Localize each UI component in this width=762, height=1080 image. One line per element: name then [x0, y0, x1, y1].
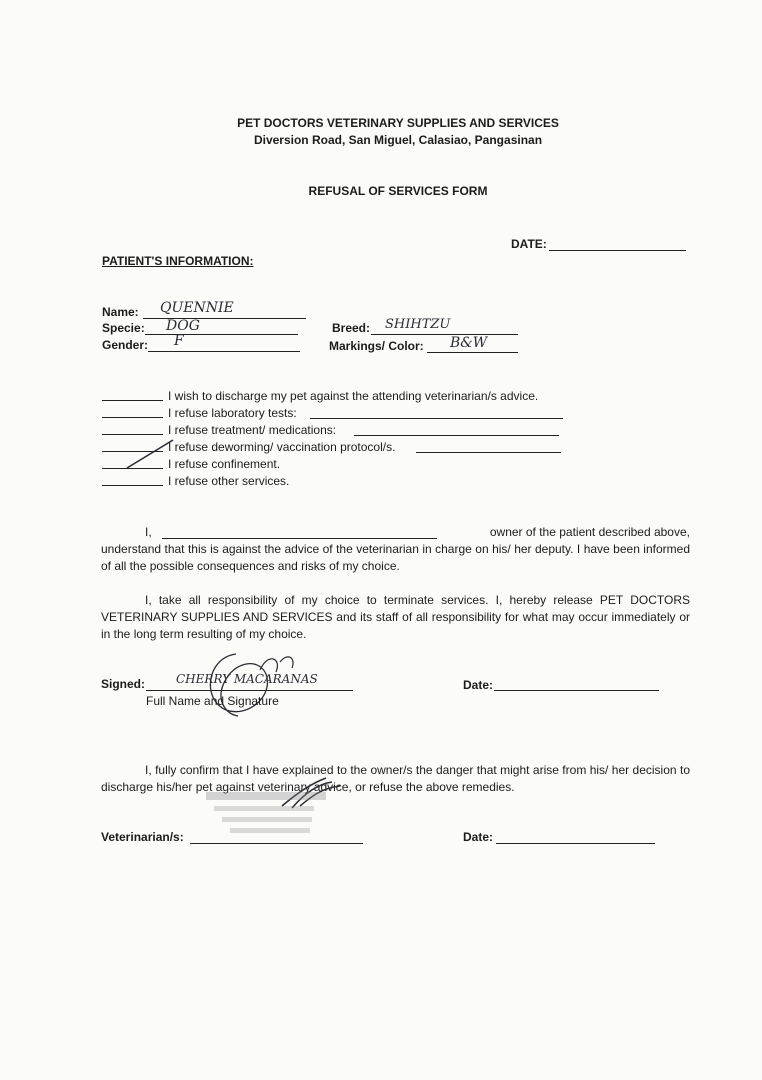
option-deworming-label: I refuse deworming/ vaccination protocol/s. — [168, 440, 396, 454]
markings-field[interactable] — [427, 352, 518, 353]
statement-owner-tail: owner of the patient described above, — [489, 525, 690, 539]
signed-date-label: Date: — [463, 678, 494, 692]
specie-label: Specie: — [102, 321, 145, 335]
option-treatment-label: I refuse treatment/ medications: — [168, 423, 337, 437]
name-value: QUENNIE — [160, 300, 234, 316]
option-blank-treatment[interactable] — [102, 434, 163, 435]
veterinarian-date-label: Date: — [463, 830, 494, 844]
statement-i: I, — [145, 525, 152, 539]
veterinarian-date-field[interactable] — [496, 843, 655, 844]
signed-date-field[interactable] — [494, 690, 659, 691]
confirmation-paragraph: I, fully confirm that I have explained to the owner/s the danger that might arise from his/ her decision to discharge his/her pet against veterinary advice, or refuse the above remedies. — [101, 763, 690, 794]
treatment-detail-field[interactable] — [354, 435, 559, 436]
markings-value: B&W — [450, 335, 488, 351]
option-lab-tests-label: I refuse laboratory tests: — [168, 406, 297, 420]
veterinarian-label: Veterinarian/s: — [101, 830, 184, 844]
option-confinement-label: I refuse confinement. — [168, 457, 281, 471]
signature-icon — [196, 648, 306, 720]
markings-label: Markings/ Color: — [329, 339, 424, 353]
option-blank-other[interactable] — [102, 485, 163, 486]
gender-field[interactable] — [148, 351, 300, 352]
business-address: Diversion Road, San Miguel, Calasiao, Pangasinan — [253, 133, 543, 147]
option-other-label: I refuse other services. — [168, 474, 290, 488]
gender-value: F — [174, 333, 184, 349]
signed-label: Signed: — [101, 677, 145, 691]
veterinarian-field[interactable] — [190, 843, 363, 844]
checkmark-icon — [125, 438, 175, 472]
breed-value: SHIHTZU — [385, 317, 451, 332]
statement-paragraph-2: I, take all responsibility of my choice to terminate services. I, hereby release PET DOCTORS VETERINARY SUPPLIES AND SERVICES and its staff of all responsibility for what may occur immediately or in the long term resulting of my choice. — [101, 593, 690, 641]
option-blank-lab-tests[interactable] — [102, 417, 163, 418]
lab-tests-detail-field[interactable] — [310, 418, 563, 419]
specie-field[interactable] — [145, 334, 298, 335]
date-label: DATE: — [511, 237, 547, 251]
vet-stamp-icon — [200, 772, 350, 844]
patient-section-title: PATIENT'S INFORMATION: — [102, 254, 254, 268]
signed-value: CHERRY MACARANAS — [176, 672, 318, 686]
breed-field[interactable] — [371, 334, 518, 335]
name-label: Name: — [102, 305, 139, 319]
owner-name-field[interactable] — [162, 538, 437, 539]
deworming-detail-field[interactable] — [416, 452, 561, 453]
date-field[interactable] — [549, 250, 686, 251]
option-discharge-label: I wish to discharge my pet against the attending veterinarian/s advice. — [168, 389, 539, 403]
statement-rest: understand that this is against the advice of the veterinarian in charge on his/ her deputy. I have been informed of all the possible consequences and risks of my choice. — [101, 542, 690, 573]
specie-value: DOG — [166, 318, 200, 334]
form-title: REFUSAL OF SERVICES FORM — [308, 184, 488, 198]
breed-label: Breed: — [332, 321, 371, 335]
gender-label: Gender: — [102, 338, 149, 352]
statement-paragraph-1 — [101, 524, 690, 575]
business-name: PET DOCTORS VETERINARY SUPPLIES AND SERVICES — [237, 116, 559, 130]
option-blank-discharge[interactable] — [102, 400, 163, 401]
full-name-signature-caption: Full Name and Signature — [146, 694, 279, 708]
